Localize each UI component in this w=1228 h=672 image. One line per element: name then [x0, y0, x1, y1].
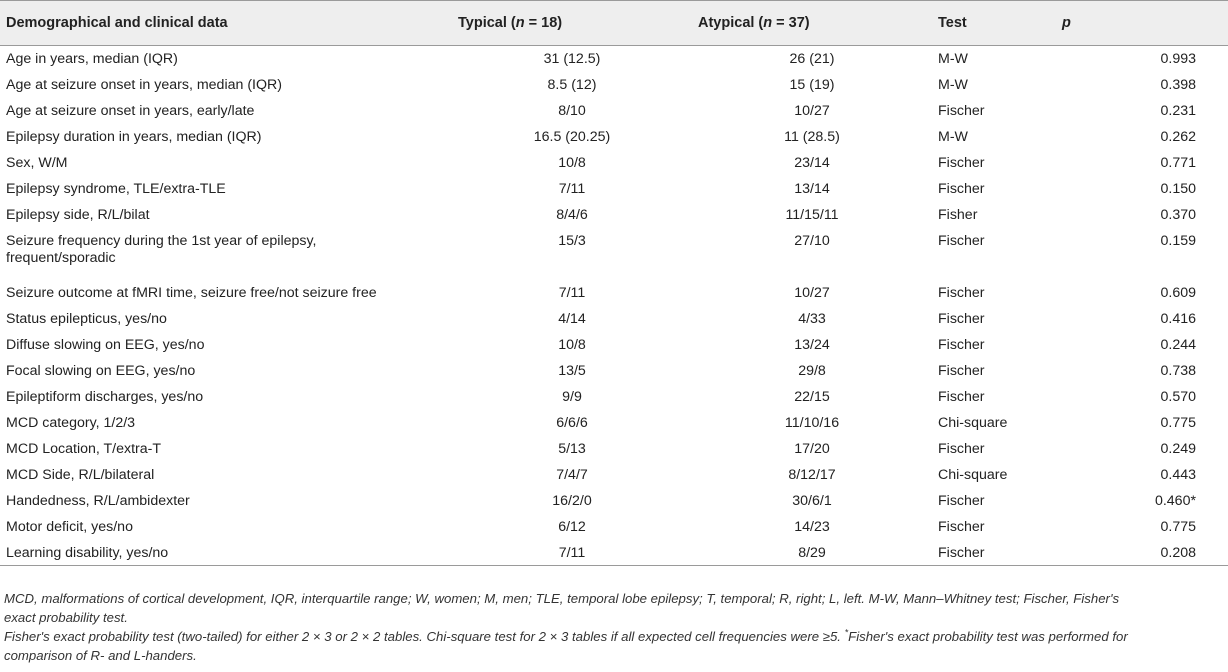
- row-p: 0.150: [1160, 180, 1196, 197]
- row-typical: 10/8: [558, 154, 586, 171]
- row-test: Fischer: [938, 388, 985, 405]
- header-test: Test: [932, 1, 1056, 46]
- row-label-line1: Seizure frequency during the 1st year of epilepsy,: [6, 232, 317, 249]
- row-atypical: 10/27: [794, 284, 830, 301]
- header-atypical-prefix: Atypical (: [698, 15, 764, 31]
- row-test: Fischer: [938, 180, 985, 197]
- row-label: Motor deficit, yes/no: [6, 518, 133, 535]
- header-atypical-n: n: [763, 15, 773, 31]
- table-row: [0, 98, 1228, 124]
- row-label: Age in years, median (IQR): [6, 51, 178, 67]
- table-row: [0, 410, 1228, 436]
- table-row: [0, 514, 1228, 540]
- table-row: [0, 384, 1228, 410]
- table-row: [0, 540, 1228, 566]
- table-row: [0, 72, 1228, 98]
- row-p: 0.244: [1160, 336, 1196, 353]
- table-row: [0, 280, 1228, 306]
- row-p: [1056, 488, 1228, 514]
- table-row: [0, 124, 1228, 150]
- row-p: 0.208: [1160, 544, 1196, 561]
- row-test: Fisher: [938, 206, 978, 223]
- row-test: Fischer: [938, 336, 985, 353]
- row-test: Fischer: [938, 544, 985, 561]
- table-row: [0, 306, 1228, 332]
- row-atypical: 22/15: [794, 388, 830, 405]
- row-p: 0.443: [1160, 466, 1196, 483]
- row-p: 0.775: [1160, 518, 1196, 535]
- row-p: 0.249: [1160, 440, 1196, 457]
- row-atypical: 4/33: [798, 310, 826, 327]
- row-p: 0.775: [1160, 414, 1196, 431]
- row-label: [0, 228, 452, 280]
- header-typical-n: n: [515, 15, 525, 31]
- table-row: [0, 436, 1228, 462]
- row-label: Epilepsy duration in years, median (IQR): [6, 128, 262, 145]
- row-test: Chi-square: [938, 466, 1008, 483]
- footnote-methods-mark: *: [844, 627, 849, 638]
- row-test: Fischer: [938, 102, 985, 119]
- table-row: [0, 150, 1228, 176]
- row-typical: 8/4/6: [556, 206, 588, 223]
- row-test: M-W: [938, 128, 968, 145]
- table-footnotes: [4, 589, 1140, 665]
- row-typical: 9/9: [562, 388, 582, 405]
- row-label: Sex, W/M: [6, 154, 68, 171]
- table-row: [0, 228, 1228, 280]
- row-typical: 16.5 (20.25): [533, 128, 611, 145]
- footnote-methods-part2: Fisher's exact probability test was performed for comparison of R- and L-handers.: [4, 629, 1128, 663]
- row-typical: 7/11: [558, 544, 586, 561]
- row-typical: 31 (12.5): [543, 51, 601, 67]
- row-atypical: 8/29: [798, 544, 826, 561]
- row-atypical: 10/27: [794, 102, 830, 119]
- footnote-methods: [4, 627, 1140, 665]
- row-label: Learning disability, yes/no: [6, 544, 169, 561]
- row-typical: 7/11: [558, 180, 586, 197]
- row-typical: 6/6/6: [556, 414, 588, 431]
- table-row: [0, 202, 1228, 228]
- row-p-mark: *: [1190, 492, 1196, 509]
- row-atypical: 11 (28.5): [784, 128, 840, 145]
- table-row: [0, 358, 1228, 384]
- row-label: Epileptiform discharges, yes/no: [6, 388, 204, 405]
- row-atypical: 26 (21): [789, 51, 835, 67]
- row-p: 0.262: [1160, 128, 1196, 145]
- row-p: 0.416: [1160, 310, 1196, 327]
- row-typical: 13/5: [558, 362, 586, 379]
- row-p: 0.159: [1160, 232, 1196, 249]
- row-label: Epilepsy syndrome, TLE/extra-TLE: [6, 180, 226, 197]
- row-atypical: 8/12/17: [788, 466, 836, 483]
- row-label: Age at seizure onset in years, early/late: [6, 102, 255, 119]
- row-p: 0.231: [1160, 102, 1196, 119]
- row-p: 0.771: [1160, 154, 1196, 171]
- header-typical: [452, 1, 692, 46]
- row-label: Handedness, R/L/ambidexter: [6, 492, 190, 509]
- header-atypical: [692, 1, 932, 46]
- row-test: M-W: [938, 76, 968, 93]
- row-test: Fischer: [938, 232, 985, 249]
- row-atypical: 13/24: [794, 336, 830, 353]
- row-test: Fischer: [938, 284, 985, 301]
- footnote-abbreviations: MCD, malformations of cortical development, IQR, interquartile range; W, women; M, men; TLE, temporal lobe epilepsy; T, temporal; R, right; L, left. M-W, Mann–Whitney test; Fischer, Fisher's exact probability test.: [4, 591, 1120, 625]
- row-atypical: 11/15/11: [785, 206, 839, 223]
- row-p-value: 0.460: [1154, 492, 1191, 509]
- header-demographical: Demographical and clinical data: [0, 1, 452, 46]
- table-row: [0, 176, 1228, 202]
- row-label: Seizure outcome at fMRI time, seizure free/not seizure free: [6, 284, 377, 301]
- row-atypical: 17/20: [794, 440, 830, 457]
- row-test: Fischer: [938, 310, 985, 327]
- row-test: Fischer: [938, 440, 985, 457]
- row-p: 0.398: [1160, 76, 1196, 93]
- row-typical: 7/11: [558, 284, 586, 301]
- row-label: MCD Location, T/extra-T: [6, 440, 162, 457]
- row-test: Chi-square: [938, 414, 1008, 431]
- table-row: [0, 462, 1228, 488]
- row-typical: 6/12: [558, 518, 586, 535]
- table-row: [0, 332, 1228, 358]
- row-label-line2: frequent/sporadic: [6, 249, 116, 266]
- row-typical: 5/13: [558, 440, 586, 457]
- row-p: 0.993: [1160, 51, 1196, 67]
- row-label: Age at seizure onset in years, median (IQR): [6, 76, 282, 93]
- row-p: 0.738: [1160, 362, 1196, 379]
- row-atypical: 27/10: [794, 232, 830, 249]
- row-typical: 10/8: [558, 336, 586, 353]
- row-atypical: 11/10/16: [784, 414, 840, 431]
- row-test: Fischer: [938, 492, 985, 509]
- row-atypical: 13/14: [794, 180, 830, 197]
- row-label: Epilepsy side, R/L/bilat: [6, 206, 150, 223]
- row-test: Fischer: [938, 154, 985, 171]
- row-typical: 8/10: [558, 102, 586, 119]
- row-atypical: 15 (19): [789, 76, 835, 93]
- header-atypical-suffix: = 37): [772, 15, 810, 31]
- row-p: 0.609: [1160, 284, 1196, 301]
- row-label: MCD Side, R/L/bilateral: [6, 466, 155, 483]
- row-atypical: 23/14: [794, 154, 830, 171]
- row-atypical: 29/8: [798, 362, 826, 379]
- header-p: p: [1056, 1, 1228, 46]
- row-typical: 8.5 (12): [547, 76, 597, 93]
- table-row: [0, 488, 1228, 514]
- table-header-row: [0, 1, 1228, 46]
- row-label: MCD category, 1/2/3: [6, 414, 136, 431]
- row-typical: 15/3: [558, 232, 586, 249]
- table-row: [0, 46, 1228, 72]
- row-p: 0.370: [1160, 206, 1196, 223]
- row-test: M-W: [938, 51, 968, 67]
- row-label: Diffuse slowing on EEG, yes/no: [6, 336, 205, 353]
- row-typical: 4/14: [558, 310, 586, 327]
- row-test: Fischer: [938, 362, 985, 379]
- row-atypical: 30/6/1: [792, 492, 832, 509]
- row-test: Fischer: [938, 518, 985, 535]
- row-typical: 7/4/7: [556, 466, 588, 483]
- row-typical: 16/2/0: [552, 492, 592, 509]
- header-typical-prefix: Typical (: [458, 15, 516, 31]
- row-label: Focal slowing on EEG, yes/no: [6, 362, 196, 379]
- row-label: Status epilepticus, yes/no: [6, 310, 167, 327]
- row-atypical: 14/23: [794, 518, 830, 535]
- header-typical-suffix: = 18): [524, 15, 563, 31]
- row-p: 0.570: [1160, 388, 1196, 405]
- footnote-methods-part1: Fisher's exact probability test (two-tailed) for either 2 × 3 or 2 × 2 tables. Chi-square test for 2 × 3 tables if all expected cell frequencies were ≥5.: [4, 629, 845, 644]
